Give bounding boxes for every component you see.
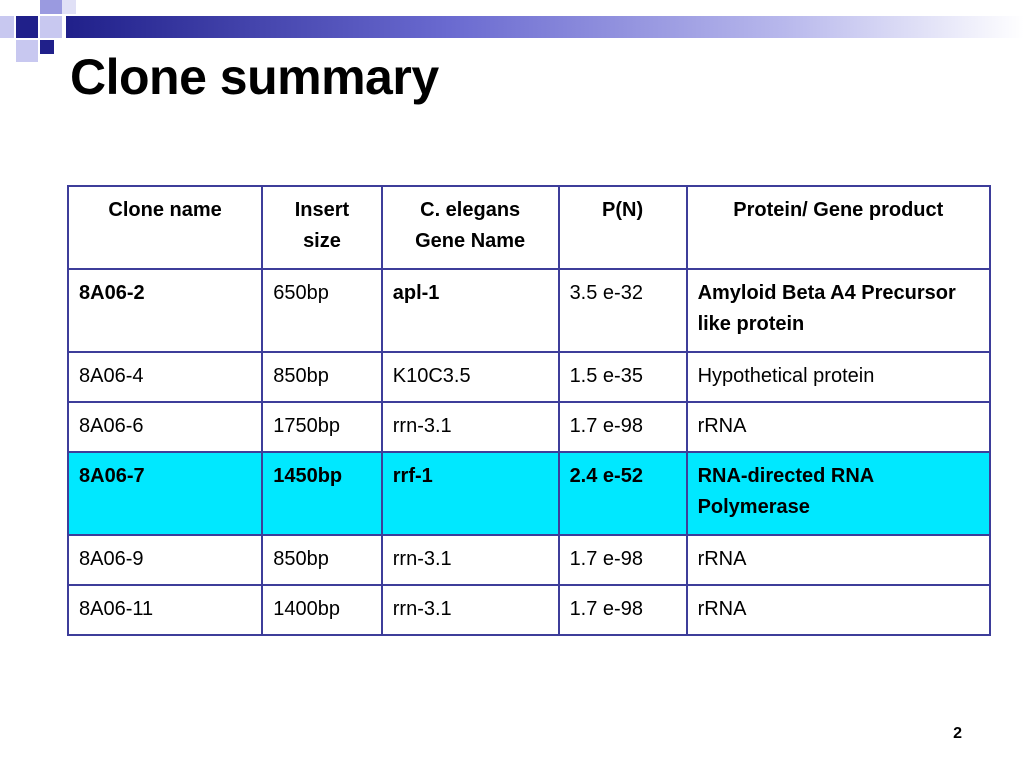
decor-square <box>40 16 62 38</box>
cell-clone: 8A06-4 <box>68 352 262 402</box>
clone-summary-table <box>67 185 991 636</box>
table-row <box>68 402 990 452</box>
cell-insert: 650bp <box>262 269 382 352</box>
cell-gene: rrn-3.1 <box>382 402 559 452</box>
header-insert-size: Insert size <box>262 186 382 269</box>
cell-product: rRNA <box>687 585 990 635</box>
cell-product: Hypothetical protein <box>687 352 990 402</box>
cell-clone: 8A06-6 <box>68 402 262 452</box>
cell-product: rRNA <box>687 535 990 585</box>
table-row <box>68 352 990 402</box>
decor-square <box>62 0 76 14</box>
decor-square <box>40 0 62 14</box>
cell-clone: 8A06-9 <box>68 535 262 585</box>
cell-clone: 8A06-11 <box>68 585 262 635</box>
cell-insert: 850bp <box>262 352 382 402</box>
table-row <box>68 269 990 352</box>
header-gene-product: Protein/ Gene product <box>687 186 990 269</box>
cell-gene: rrn-3.1 <box>382 535 559 585</box>
cell-insert: 1450bp <box>262 452 382 535</box>
decor-square <box>16 40 38 62</box>
cell-clone: 8A06-7 <box>68 452 262 535</box>
title-gradient-bar <box>66 16 1024 38</box>
cell-gene: apl-1 <box>382 269 559 352</box>
cell-pn: 1.7 e-98 <box>559 585 687 635</box>
table-row <box>68 535 990 585</box>
table-row <box>68 585 990 635</box>
cell-pn: 3.5 e-32 <box>559 269 687 352</box>
header-gene-name: C. elegans Gene Name <box>382 186 559 269</box>
cell-gene: rrn-3.1 <box>382 585 559 635</box>
cell-insert: 1750bp <box>262 402 382 452</box>
cell-pn: 1.7 e-98 <box>559 535 687 585</box>
cell-pn: 1.7 e-98 <box>559 402 687 452</box>
decor-square <box>16 16 38 38</box>
cell-gene: K10C3.5 <box>382 352 559 402</box>
cell-clone: 8A06-2 <box>68 269 262 352</box>
cell-product: Amyloid Beta A4 Precursor like protein <box>687 269 990 352</box>
cell-product: RNA-directed RNA Polymerase <box>687 452 990 535</box>
cell-insert: 850bp <box>262 535 382 585</box>
table-row-highlighted <box>68 452 990 535</box>
slide-title: Clone summary <box>70 49 439 105</box>
cell-product: rRNA <box>687 402 990 452</box>
cell-pn: 1.5 e-35 <box>559 352 687 402</box>
cell-pn: 2.4 e-52 <box>559 452 687 535</box>
page-number: 2 <box>953 725 962 742</box>
header-clone-name: Clone name <box>68 186 262 269</box>
table-header-row <box>68 186 990 269</box>
cell-insert: 1400bp <box>262 585 382 635</box>
decor-square <box>40 40 54 54</box>
cell-gene: rrf-1 <box>382 452 559 535</box>
decor-square <box>0 16 14 38</box>
header-pn: P(N) <box>559 186 687 269</box>
